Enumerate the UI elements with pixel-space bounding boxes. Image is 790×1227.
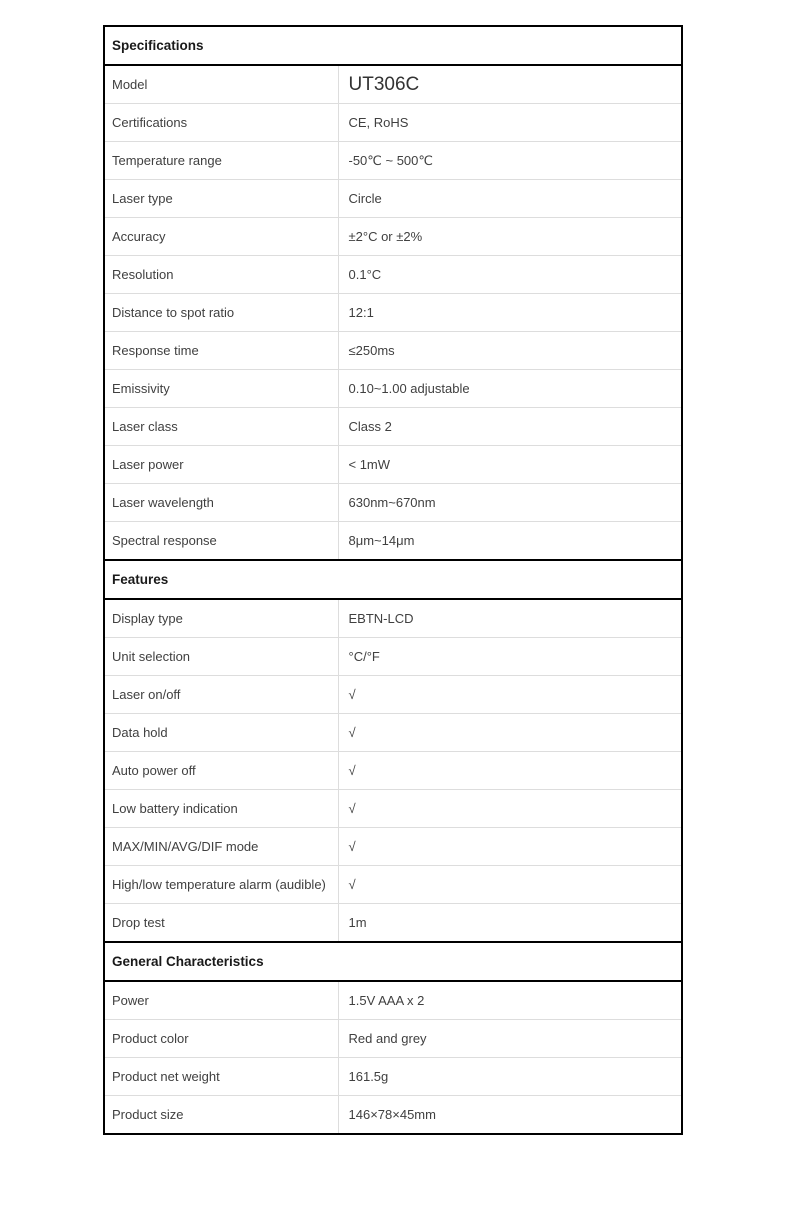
- table-row: [104, 142, 682, 180]
- spec-label: Certifications: [104, 104, 338, 142]
- table-row: [104, 866, 682, 904]
- table-row: [104, 446, 682, 484]
- spec-label: Temperature range: [104, 142, 338, 180]
- spec-table-container: [103, 25, 683, 1135]
- table-row: [104, 408, 682, 446]
- spec-value: 0.10~1.00 adjustable: [338, 370, 682, 408]
- spec-value: √: [338, 828, 682, 866]
- table-row: [104, 1058, 682, 1096]
- table-row: [104, 294, 682, 332]
- spec-value: ≤250ms: [338, 332, 682, 370]
- table-row: [104, 104, 682, 142]
- spec-value: CE, RoHS: [338, 104, 682, 142]
- table-row: [104, 522, 682, 561]
- table-row: [104, 676, 682, 714]
- spec-value: < 1mW: [338, 446, 682, 484]
- spec-value: Circle: [338, 180, 682, 218]
- spec-label: Low battery indication: [104, 790, 338, 828]
- spec-label: Distance to spot ratio: [104, 294, 338, 332]
- spec-value: 630nm~670nm: [338, 484, 682, 522]
- spec-value: UT306C: [338, 65, 682, 104]
- table-row: [104, 1096, 682, 1135]
- spec-value: 161.5g: [338, 1058, 682, 1096]
- spec-label: Response time: [104, 332, 338, 370]
- spec-label: Product net weight: [104, 1058, 338, 1096]
- table-row: [104, 752, 682, 790]
- spec-label: Data hold: [104, 714, 338, 752]
- table-row: [104, 65, 682, 104]
- section-title: Features: [104, 560, 682, 599]
- spec-value: ±2°C or ±2%: [338, 218, 682, 256]
- spec-label: Drop test: [104, 904, 338, 943]
- spec-label: High/low temperature alarm (audible): [104, 866, 338, 904]
- table-row: [104, 714, 682, 752]
- section-header-row: [104, 942, 682, 981]
- spec-value: -50℃ ~ 500℃: [338, 142, 682, 180]
- spec-label: Product size: [104, 1096, 338, 1135]
- spec-value: °C/°F: [338, 638, 682, 676]
- spec-label: Power: [104, 981, 338, 1020]
- table-row: [104, 790, 682, 828]
- section-title: General Characteristics: [104, 942, 682, 981]
- section-header-row: [104, 560, 682, 599]
- table-row: [104, 638, 682, 676]
- table-row: [104, 599, 682, 638]
- spec-value: √: [338, 714, 682, 752]
- table-row: [104, 218, 682, 256]
- spec-label: Resolution: [104, 256, 338, 294]
- spec-label: MAX/MIN/AVG/DIF mode: [104, 828, 338, 866]
- section-header-row: [104, 26, 682, 65]
- spec-value: 146×78×45mm: [338, 1096, 682, 1135]
- table-row: [104, 370, 682, 408]
- spec-value: √: [338, 752, 682, 790]
- spec-value: Class 2: [338, 408, 682, 446]
- table-row: [104, 904, 682, 943]
- table-row: [104, 332, 682, 370]
- spec-value: √: [338, 676, 682, 714]
- table-row: [104, 828, 682, 866]
- spec-label: Display type: [104, 599, 338, 638]
- spec-label: Accuracy: [104, 218, 338, 256]
- spec-value: 8μm~14μm: [338, 522, 682, 561]
- spec-value: Red and grey: [338, 1020, 682, 1058]
- table-row: [104, 256, 682, 294]
- spec-value: 1m: [338, 904, 682, 943]
- spec-value: 12:1: [338, 294, 682, 332]
- spec-label: Laser type: [104, 180, 338, 218]
- spec-label: Laser on/off: [104, 676, 338, 714]
- spec-label: Model: [104, 65, 338, 104]
- table-row: [104, 484, 682, 522]
- spec-label: Laser power: [104, 446, 338, 484]
- spec-label: Spectral response: [104, 522, 338, 561]
- spec-label: Laser class: [104, 408, 338, 446]
- spec-value: √: [338, 866, 682, 904]
- table-row: [104, 180, 682, 218]
- spec-table: [103, 25, 683, 1135]
- table-row: [104, 1020, 682, 1058]
- spec-label: Unit selection: [104, 638, 338, 676]
- spec-value: 0.1°C: [338, 256, 682, 294]
- spec-label: Emissivity: [104, 370, 338, 408]
- spec-table-body: [104, 26, 682, 1134]
- table-row: [104, 981, 682, 1020]
- spec-label: Auto power off: [104, 752, 338, 790]
- spec-value: EBTN-LCD: [338, 599, 682, 638]
- spec-value: 1.5V AAA x 2: [338, 981, 682, 1020]
- spec-label: Laser wavelength: [104, 484, 338, 522]
- section-title: Specifications: [104, 26, 682, 65]
- spec-value: √: [338, 790, 682, 828]
- spec-label: Product color: [104, 1020, 338, 1058]
